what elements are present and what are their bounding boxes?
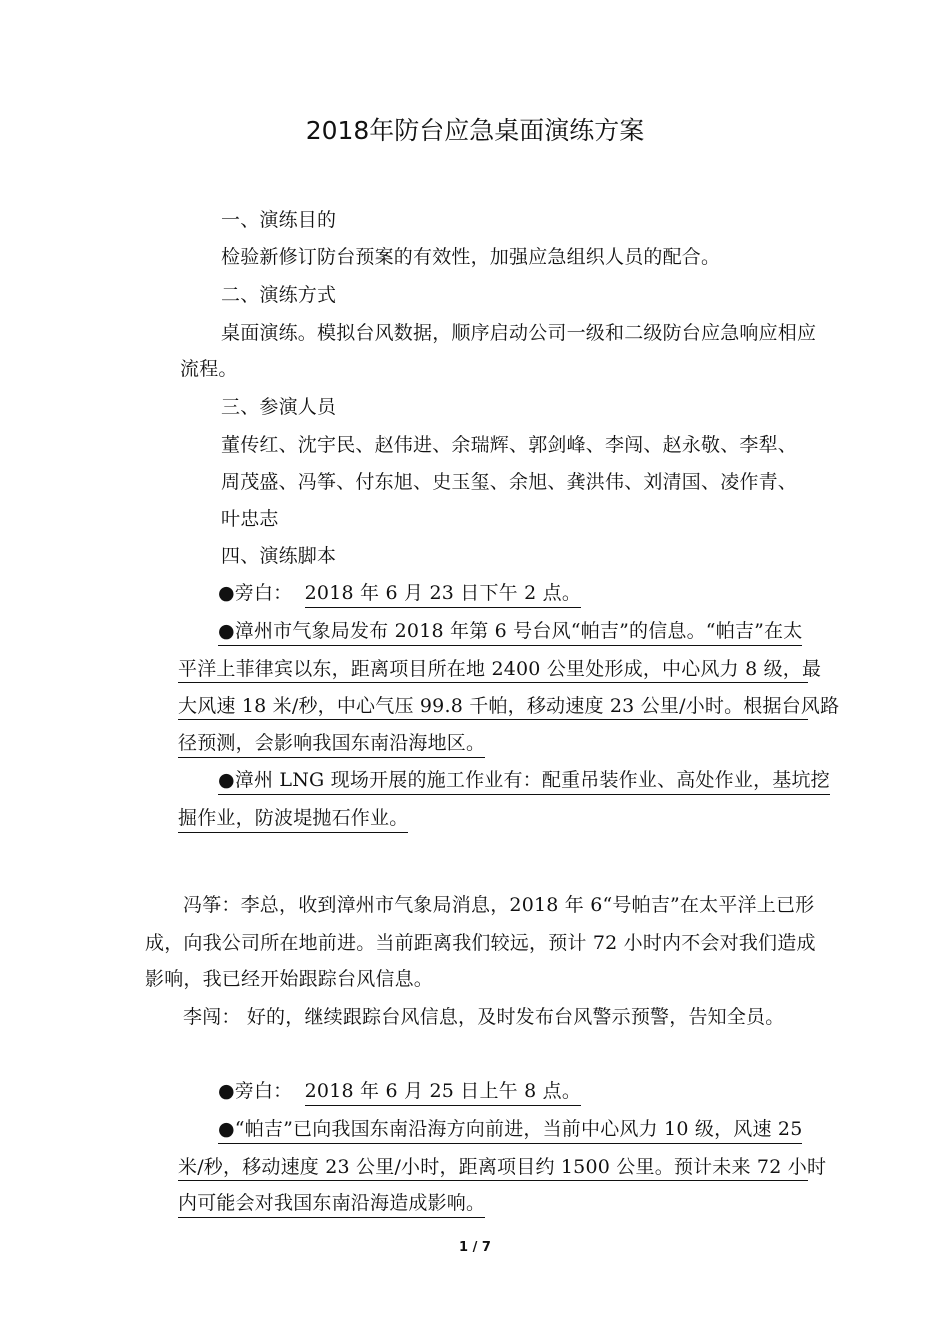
section-heading-script: 四、演练脚本 — [221, 545, 337, 567]
narration-line-2 — [218, 1078, 581, 1106]
section-heading-purpose: 一、演练目的 — [221, 209, 337, 231]
narration-label: ●旁白： — [218, 582, 293, 604]
site-work-line2: 掘作业，防波堤抛石作业。 — [178, 805, 408, 833]
narration-time: 2018 年 6 月 23 日下午 2 点。 — [305, 580, 581, 608]
site-work-line1: ●漳州 LNG 现场开展的施工作业有：配重吊装作业、高处作业，基坑挖 — [218, 767, 830, 795]
method-text-line2: 流程。 — [180, 358, 238, 380]
section-heading-method: 二、演练方式 — [221, 284, 337, 306]
weather-notice-line2: 平洋上菲律宾以东，距离项目所在地 2400 公里处形成，中心风力 8 级，最 — [178, 656, 808, 683]
page-title: 2018年防台应急桌面演练方案 — [305, 116, 645, 145]
page-number: 1 / 7 — [459, 1240, 491, 1255]
section-heading-participants: 三、参演人员 — [221, 396, 337, 418]
weather-notice-line3: 大风速 18 米/秒，中心气压 99.8 千帕，移动速度 23 公里/小时。根据台风路 — [178, 693, 808, 720]
participants-line2: 周茂盛、冯筝、付东旭、史玉玺、余旭、龚洪伟、刘清国、凌作青、 — [221, 471, 798, 493]
narration-time: 2018 年 6 月 25 日上午 8 点。 — [305, 1078, 581, 1106]
participants-line1: 董传红、沈宇民、赵伟进、余瑞辉、郭剑峰、李闯、赵永敬、李犁、 — [221, 434, 798, 456]
typhoon-update-line3: 内可能会对我国东南沿海造成影响。 — [178, 1190, 485, 1218]
narration-label: ●旁白： — [218, 1080, 293, 1102]
participants-line3: 叶忠志 — [221, 508, 279, 530]
narration-line-1 — [218, 580, 581, 608]
dialog-line1: 冯筝：李总，收到漳州市气象局消息，2018 年 6“号帕吉”在太平洋上已形 — [183, 894, 815, 916]
weather-notice-line1: ●漳州市气象局发布 2018 年第 6 号台风“帕吉”的信息。“帕吉”在太 — [218, 618, 802, 646]
typhoon-update-line2: 米/秒，移动速度 23 公里/小时，距离项目约 1500 公里。预计未来 72 小时 — [178, 1154, 808, 1181]
typhoon-update-line1: ●“帕吉”已向我国东南沿海方向前进，当前中心风力 10 级，风速 25 — [218, 1116, 802, 1144]
weather-notice-line4: 径预测，会影响我国东南沿海地区。 — [178, 730, 485, 758]
dialog-line4: 李闯： 好的，继续跟踪台风信息，及时发布台风警示预警，告知全员。 — [183, 1006, 785, 1028]
dialog-line2: 成，向我公司所在地前进。当前距离我们较远，预计 72 小时内不会对我们造成 — [145, 932, 816, 954]
dialog-line3: 影响，我已经开始跟踪台风信息。 — [145, 968, 434, 990]
method-text-line1: 桌面演练。模拟台风数据，顺序启动公司一级和二级防台应急响应相应 — [221, 322, 817, 344]
purpose-text: 检验新修订防台预案的有效性，加强应急组织人员的配合。 — [221, 246, 721, 268]
